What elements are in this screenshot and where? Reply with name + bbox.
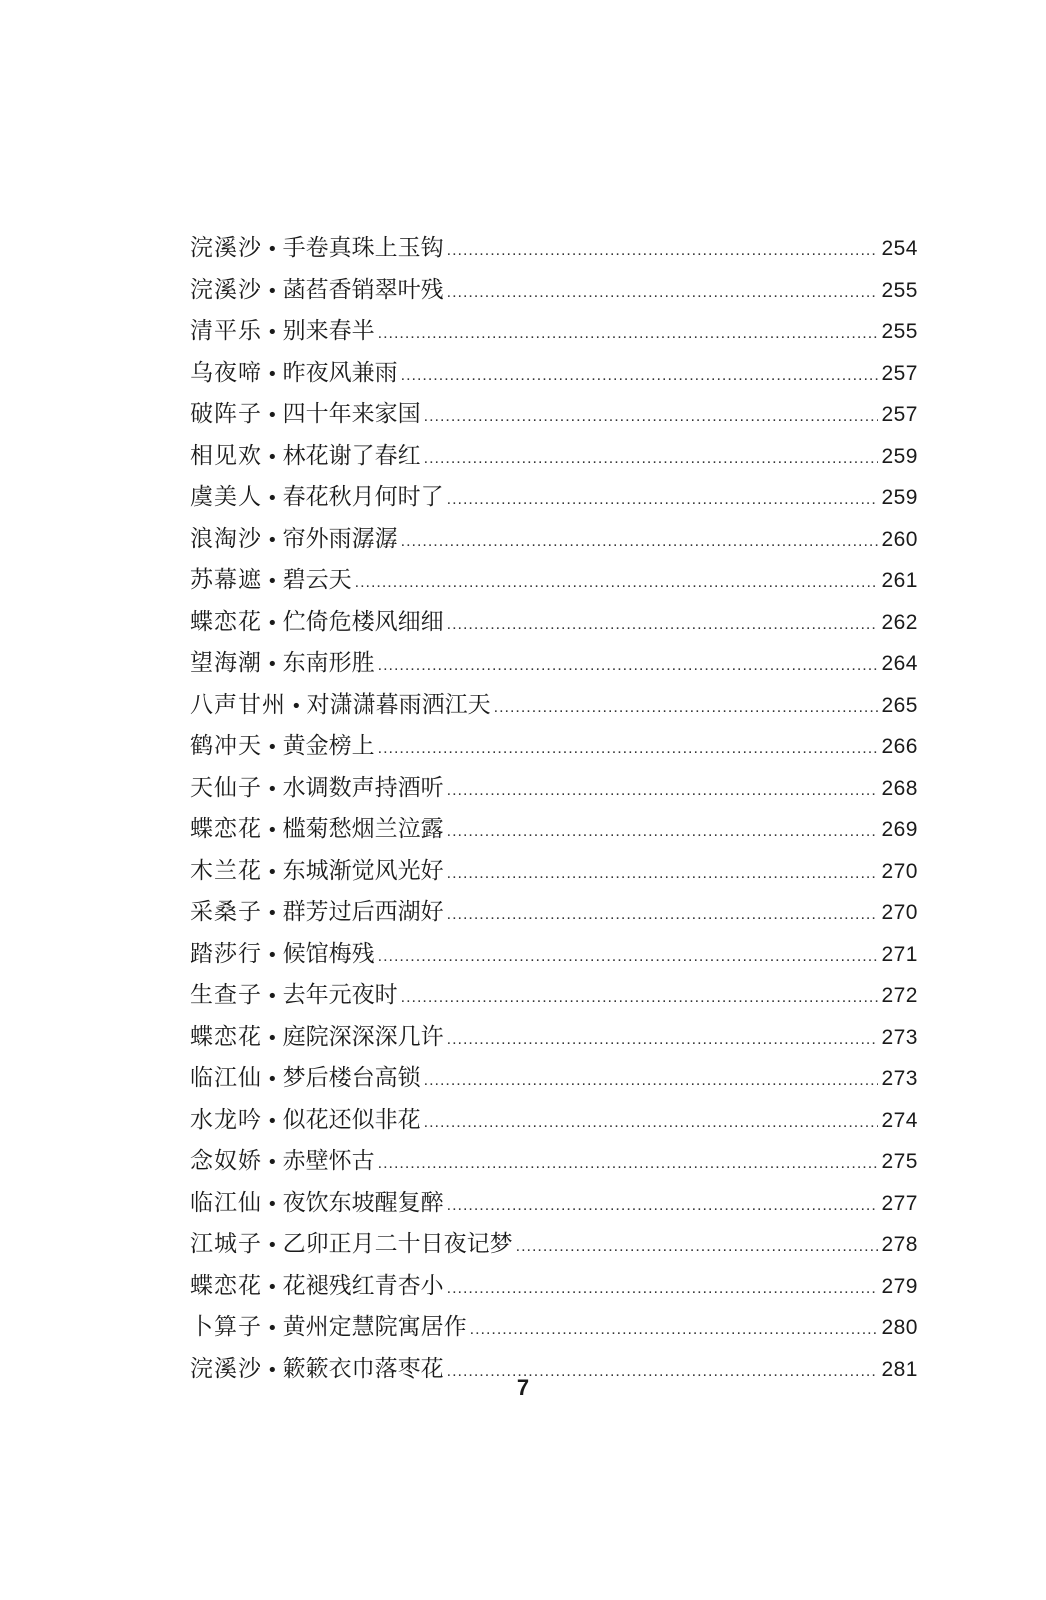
entry-first-line: 手卷真珠上玉钩	[282, 235, 444, 261]
entry-tune-title: 苏幕遮	[190, 567, 262, 593]
entry-separator: •	[267, 1359, 278, 1381]
entry-separator: •	[267, 778, 278, 800]
toc-entry[interactable]	[190, 1058, 918, 1100]
entry-first-line: 四十年来家国	[282, 401, 421, 427]
toc-entry[interactable]	[190, 1266, 918, 1308]
entry-tune-title: 水龙吟	[190, 1106, 262, 1133]
entry-separator: •	[267, 861, 278, 883]
dot-leader	[447, 230, 879, 272]
entry-first-line: 槛菊愁烟兰泣露	[282, 816, 444, 842]
entry-tune-title: 临江仙	[190, 1189, 262, 1216]
entry-tune-title: 卜算子	[190, 1314, 262, 1340]
entry-separator: •	[267, 820, 278, 841]
dot-leader	[424, 438, 879, 480]
entry-separator: •	[267, 903, 278, 924]
entry-page-number: 261	[881, 569, 918, 592]
entry-first-line: 群芳过后西湖好	[282, 899, 444, 925]
entry-first-line: 黄州定慧院寓居作	[282, 1314, 467, 1340]
dot-leader	[355, 562, 879, 604]
dot-leader	[378, 728, 879, 770]
entry-first-line: 帘外雨潺潺	[282, 525, 398, 552]
entry-first-line: 去年元夜时	[282, 982, 398, 1008]
entry-page-number: 259	[881, 486, 918, 509]
entry-separator: •	[267, 1276, 278, 1298]
entry-separator: •	[267, 446, 278, 468]
entry-page-number: 272	[881, 984, 918, 1007]
entry-page-number: 277	[881, 1191, 918, 1215]
entry-first-line: 菡萏香销翠叶残	[282, 276, 444, 303]
dot-leader	[424, 1102, 879, 1144]
entry-page-number: 262	[881, 610, 918, 634]
entry-tune-title: 临江仙	[190, 1065, 262, 1091]
entry-tune-title: 天仙子	[190, 774, 262, 801]
entry-separator: •	[267, 239, 278, 260]
entry-tune-title: 浣溪沙	[190, 235, 262, 261]
toc-entry[interactable]	[190, 519, 918, 561]
table-of-contents	[190, 228, 918, 1390]
entry-first-line: 赤壁怀古	[282, 1148, 375, 1174]
entry-separator: •	[267, 1027, 278, 1049]
dot-leader	[401, 521, 879, 563]
dot-leader	[447, 1185, 879, 1227]
toc-entry[interactable]	[190, 1017, 918, 1059]
toc-entry[interactable]	[190, 892, 918, 934]
entry-tune-title: 相见欢	[190, 442, 262, 469]
entry-separator: •	[267, 612, 278, 634]
dot-leader	[447, 479, 879, 521]
dot-leader	[447, 1268, 879, 1310]
entry-tune-title: 生查子	[190, 982, 262, 1008]
toc-entry[interactable]	[190, 436, 918, 478]
dot-leader	[401, 977, 879, 1019]
entry-page-number: 257	[881, 403, 918, 426]
entry-first-line: 乙卯正月二十日夜记梦	[282, 1231, 513, 1257]
entry-page-number: 278	[881, 1233, 918, 1256]
toc-entry[interactable]	[190, 726, 918, 768]
toc-entry[interactable]	[190, 1141, 918, 1183]
entry-page-number: 268	[881, 776, 918, 800]
entry-separator: •	[267, 986, 278, 1007]
dot-leader	[424, 1060, 879, 1102]
entry-page-number: 254	[881, 237, 918, 260]
dot-leader	[378, 645, 879, 687]
entry-page-number: 273	[881, 1025, 918, 1049]
dot-leader	[378, 1143, 879, 1185]
toc-entry[interactable]	[190, 602, 918, 644]
entry-page-number: 273	[881, 1067, 918, 1090]
entry-first-line: 夜饮东坡醒复醉	[282, 1189, 444, 1216]
entry-first-line: 碧云天	[282, 567, 352, 593]
entry-separator: •	[267, 571, 278, 592]
dot-leader	[401, 355, 879, 397]
dot-leader	[470, 1309, 879, 1351]
toc-entry[interactable]	[190, 560, 918, 602]
entry-tune-title: 望海潮	[190, 650, 262, 676]
entry-first-line: 簌簌衣巾落枣花	[282, 1355, 444, 1382]
entry-tune-title: 乌夜啼	[190, 359, 262, 386]
dot-leader	[447, 770, 879, 812]
toc-entry[interactable]	[190, 809, 918, 851]
entry-first-line: 庭院深深深几许	[282, 1023, 444, 1050]
entry-page-number: 271	[881, 942, 918, 966]
entry-page-number: 259	[881, 444, 918, 468]
entry-page-number: 279	[881, 1274, 918, 1298]
toc-entry[interactable]	[190, 477, 918, 519]
entry-first-line: 春花秋月何时了	[282, 484, 444, 510]
entry-first-line: 伫倚危楼风细细	[282, 608, 444, 635]
entry-separator: •	[267, 1110, 278, 1132]
toc-entry[interactable]	[190, 975, 918, 1017]
toc-entry[interactable]	[190, 1224, 918, 1266]
entry-tune-title: 破阵子	[190, 401, 262, 427]
entry-tune-title: 八声甘州	[190, 691, 286, 718]
entry-separator: •	[291, 695, 302, 717]
entry-tune-title: 蝶恋花	[190, 816, 262, 842]
entry-separator: •	[267, 363, 278, 385]
entry-first-line: 东城渐觉风光好	[282, 857, 444, 884]
toc-entry[interactable]	[190, 228, 918, 270]
entry-tune-title: 蝶恋花	[190, 1272, 262, 1299]
toc-entry[interactable]	[190, 1307, 918, 1349]
dot-leader	[447, 272, 879, 314]
entry-first-line: 候馆梅残	[282, 940, 375, 967]
entry-tune-title: 木兰花	[190, 857, 262, 884]
entry-separator: •	[267, 654, 278, 675]
entry-first-line: 别来春半	[282, 318, 375, 344]
toc-entry[interactable]	[190, 353, 918, 395]
entry-separator: •	[267, 1152, 278, 1173]
entry-separator: •	[267, 280, 278, 302]
toc-entry[interactable]	[190, 1183, 918, 1225]
entry-page-number: 255	[881, 278, 918, 302]
entry-page-number: 257	[881, 361, 918, 385]
dot-leader	[378, 313, 879, 355]
entry-page-number: 260	[881, 527, 918, 551]
toc-entry[interactable]	[190, 394, 918, 436]
entry-page-number: 281	[881, 1357, 918, 1381]
entry-page-number: 280	[881, 1316, 918, 1339]
entry-separator: •	[267, 322, 278, 343]
entry-separator: •	[267, 529, 278, 551]
entry-page-number: 275	[881, 1150, 918, 1173]
dot-leader	[447, 853, 879, 895]
entry-separator: •	[267, 737, 278, 758]
entry-tune-title: 鹤冲天	[190, 733, 262, 759]
entry-first-line: 昨夜风兼雨	[282, 359, 398, 386]
entry-page-number: 269	[881, 818, 918, 841]
toc-entry[interactable]	[190, 270, 918, 312]
entry-page-number: 264	[881, 652, 918, 675]
entry-tune-title: 踏莎行	[190, 940, 262, 967]
dot-leader	[447, 894, 879, 936]
toc-entry[interactable]	[190, 768, 918, 810]
entry-separator: •	[267, 1069, 278, 1090]
entry-tune-title: 江城子	[190, 1231, 262, 1257]
dot-leader	[447, 604, 879, 646]
entry-first-line: 花褪残红青杏小	[282, 1272, 444, 1299]
entry-separator: •	[267, 488, 278, 509]
entry-tune-title: 浪淘沙	[190, 525, 262, 552]
toc-entry[interactable]	[190, 851, 918, 893]
dot-leader	[447, 1019, 879, 1061]
entry-separator: •	[267, 1193, 278, 1215]
entry-separator: •	[267, 1235, 278, 1256]
dot-leader	[516, 1226, 879, 1268]
entry-page-number: 265	[881, 693, 918, 717]
entry-first-line: 林花谢了春红	[282, 442, 421, 469]
dot-leader	[447, 811, 879, 853]
entry-first-line: 对潇潇暮雨洒江天	[306, 691, 491, 718]
entry-first-line: 水调数声持酒听	[282, 774, 444, 801]
entry-tune-title: 虞美人	[190, 484, 262, 510]
entry-page-number: 266	[881, 735, 918, 758]
toc-entry[interactable]	[190, 311, 918, 353]
toc-entry[interactable]	[190, 685, 918, 727]
toc-entry[interactable]	[190, 643, 918, 685]
entry-tune-title: 清平乐	[190, 318, 262, 344]
entry-first-line: 东南形胜	[282, 650, 375, 676]
entry-separator: •	[267, 1318, 278, 1339]
entry-tune-title: 念奴娇	[190, 1148, 262, 1174]
page-number: 7	[516, 1375, 530, 1400]
entry-page-number: 270	[881, 859, 918, 883]
entry-tune-title: 浣溪沙	[190, 276, 262, 303]
dot-leader	[424, 396, 879, 438]
entry-page-number: 274	[881, 1108, 918, 1132]
entry-first-line: 梦后楼台高锁	[282, 1065, 421, 1091]
entry-separator: •	[267, 405, 278, 426]
toc-entry[interactable]	[190, 1100, 918, 1142]
entry-tune-title: 蝶恋花	[190, 1023, 262, 1050]
entry-first-line: 似花还似非花	[282, 1106, 421, 1133]
entry-page-number: 255	[881, 320, 918, 343]
toc-entry[interactable]	[190, 934, 918, 976]
entry-separator: •	[267, 944, 278, 966]
entry-tune-title: 采桑子	[190, 899, 262, 925]
entry-tune-title: 蝶恋花	[190, 608, 262, 635]
dot-leader	[378, 936, 879, 978]
entry-tune-title: 浣溪沙	[190, 1355, 262, 1382]
entry-page-number: 270	[881, 901, 918, 924]
entry-first-line: 黄金榜上	[282, 733, 375, 759]
dot-leader	[494, 687, 879, 729]
